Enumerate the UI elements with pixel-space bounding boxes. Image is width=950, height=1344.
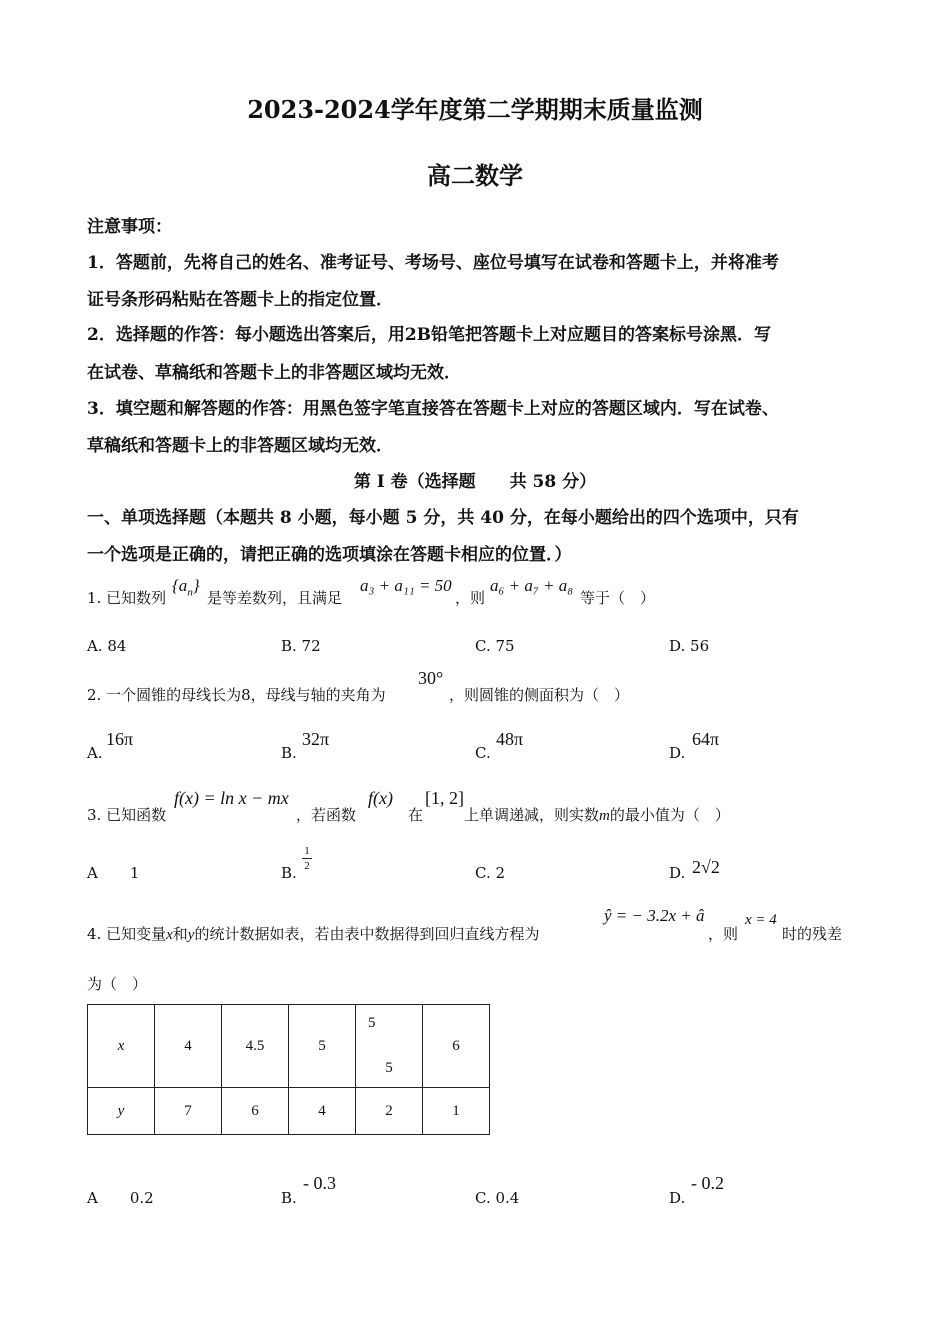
- q3-option-b[interactable]: B.: [281, 864, 297, 882]
- q3-option-c[interactable]: C. 2: [475, 864, 506, 882]
- table-cell: 1: [423, 1088, 490, 1135]
- q1-text-2: 是等差数列，且满足: [207, 589, 343, 607]
- q3-text-1: 3. 已知函数: [87, 806, 167, 824]
- q3-option-a[interactable]: A 1: [87, 864, 140, 882]
- q1-text-1: 1. 已知数列: [87, 589, 167, 607]
- q3-option-d-value: 2√2: [692, 857, 720, 877]
- table-cell: 7: [155, 1088, 222, 1135]
- data-table: [87, 1004, 490, 1135]
- part-heading-line-2: 一个选项是正确的，请把正确的选项填涂在答题卡相应的位置．）: [87, 545, 572, 565]
- q4-text-2: ，则: [708, 925, 739, 943]
- q2-text-2: ，则圆锥的侧面积为（ ）: [449, 686, 630, 704]
- table-cell: 5: [289, 1005, 356, 1088]
- q2-option-a-value: 16π: [106, 729, 134, 749]
- q3-text-4: 上单调递减，则实数m的最小值为（ ）: [464, 806, 730, 824]
- q2-option-d[interactable]: D.: [669, 744, 686, 762]
- volume-heading: 第 I 卷（选择题 共 58 分）: [353, 472, 597, 492]
- table-cell: x: [88, 1005, 155, 1088]
- q4-option-d-value: - 0.2: [691, 1173, 724, 1193]
- q4-x-equals: x = 4: [745, 912, 777, 928]
- q4-option-b[interactable]: B.: [281, 1189, 297, 1207]
- notice-item-1-line-1: 1．答题前，先将自己的姓名、准考证号、考场号、座位号填写在试卷和答题卡上，并将准考: [87, 253, 779, 273]
- q2-angle: 30°: [418, 668, 444, 688]
- q2-text-1: 2. 一个圆锥的母线长为8，母线与轴的夹角为: [87, 686, 386, 704]
- q1-option-c[interactable]: C. 75: [475, 637, 515, 655]
- subject-title: 高二数学: [427, 161, 523, 190]
- q4-text-3: 时的残差: [782, 925, 843, 943]
- table-cell: 6: [222, 1088, 289, 1135]
- q1-condition: a₃ + a₁₁ = 50: [360, 576, 452, 595]
- q3-option-b-fraction: 1 2: [302, 846, 312, 872]
- q3-option-d[interactable]: D.: [669, 864, 686, 882]
- q1-text-4: 等于（ ）: [580, 589, 656, 607]
- notice-item-2-line-1: 2．选择题的作答：每小题选出答案后，用2B铅笔把答题卡上对应题目的答案标号涂黑．写: [87, 325, 772, 345]
- table-cell: 5 5: [356, 1005, 423, 1088]
- q1-option-d[interactable]: D. 56: [669, 637, 710, 655]
- q1-expression: a₆ + a₇ + a₈: [490, 576, 574, 595]
- q1-option-b[interactable]: B. 72: [281, 637, 321, 655]
- q4-regression-equation: ŷ = − 3.2x + â: [604, 906, 705, 925]
- q3-text-3: 在: [408, 806, 424, 824]
- q1-text-3: ，则: [455, 589, 486, 607]
- table-cell: 4: [155, 1005, 222, 1088]
- q2-option-b-value: 32π: [302, 729, 330, 749]
- q2-option-a[interactable]: A.: [87, 744, 103, 762]
- q4-option-d[interactable]: D.: [669, 1189, 686, 1207]
- table-cell: 6: [423, 1005, 490, 1088]
- q2-option-c[interactable]: C.: [475, 744, 491, 762]
- notice-item-2-line-2: 在试卷、草稿纸和答题卡上的非答题区域均无效．: [87, 363, 461, 383]
- q4-option-c[interactable]: C. 0.4: [475, 1189, 520, 1207]
- notice-item-1-line-2: 证号条形码粘贴在答题卡上的指定位置．: [87, 290, 393, 310]
- notice-item-3-line-1: 3．填空题和解答题的作答：用黑色签字笔直接答在答题卡上对应的答题区域内．写在试卷、: [87, 399, 779, 419]
- table-row: [88, 1088, 490, 1135]
- table-cell: 4: [289, 1088, 356, 1135]
- q4-option-b-value: - 0.3: [303, 1173, 336, 1193]
- part-heading-line-1: 一、单项选择题（本题共 8 小题，每小题 5 分，共 40 分，在每小题给出的四个选项中，只有: [87, 508, 799, 528]
- q1-sequence: $\{a_n\}$: [172, 576, 200, 599]
- notice-heading: 注意事项：: [87, 217, 172, 237]
- q3-function: f(x) = ln x − mx: [174, 788, 289, 808]
- q4-text-1: 4. 已知变量x和y的统计数据如表，若由表中数据得到回归直线方程为: [87, 925, 540, 943]
- exam-title: 2023-2024学年度第二学期期末质量监测: [247, 95, 703, 124]
- q4-option-a[interactable]: A 0.2: [87, 1189, 154, 1207]
- q2-option-c-value: 48π: [496, 729, 524, 749]
- q3-fx: f(x): [368, 788, 393, 808]
- q1-option-a[interactable]: A. 84: [87, 637, 127, 655]
- table-cell: y: [88, 1088, 155, 1135]
- table-row: [88, 1005, 490, 1088]
- q4-text-line-2: 为（ ）: [87, 975, 148, 993]
- q3-interval: [1, 2]: [425, 788, 464, 808]
- notice-item-3-line-2: 草稿纸和答题卡上的非答题区域均无效．: [87, 436, 393, 456]
- table-cell: 2: [356, 1088, 423, 1135]
- q2-option-b[interactable]: B.: [281, 744, 297, 762]
- table-cell: 4.5: [222, 1005, 289, 1088]
- q3-text-2: ，若函数: [296, 806, 357, 824]
- q2-option-d-value: 64π: [692, 729, 720, 749]
